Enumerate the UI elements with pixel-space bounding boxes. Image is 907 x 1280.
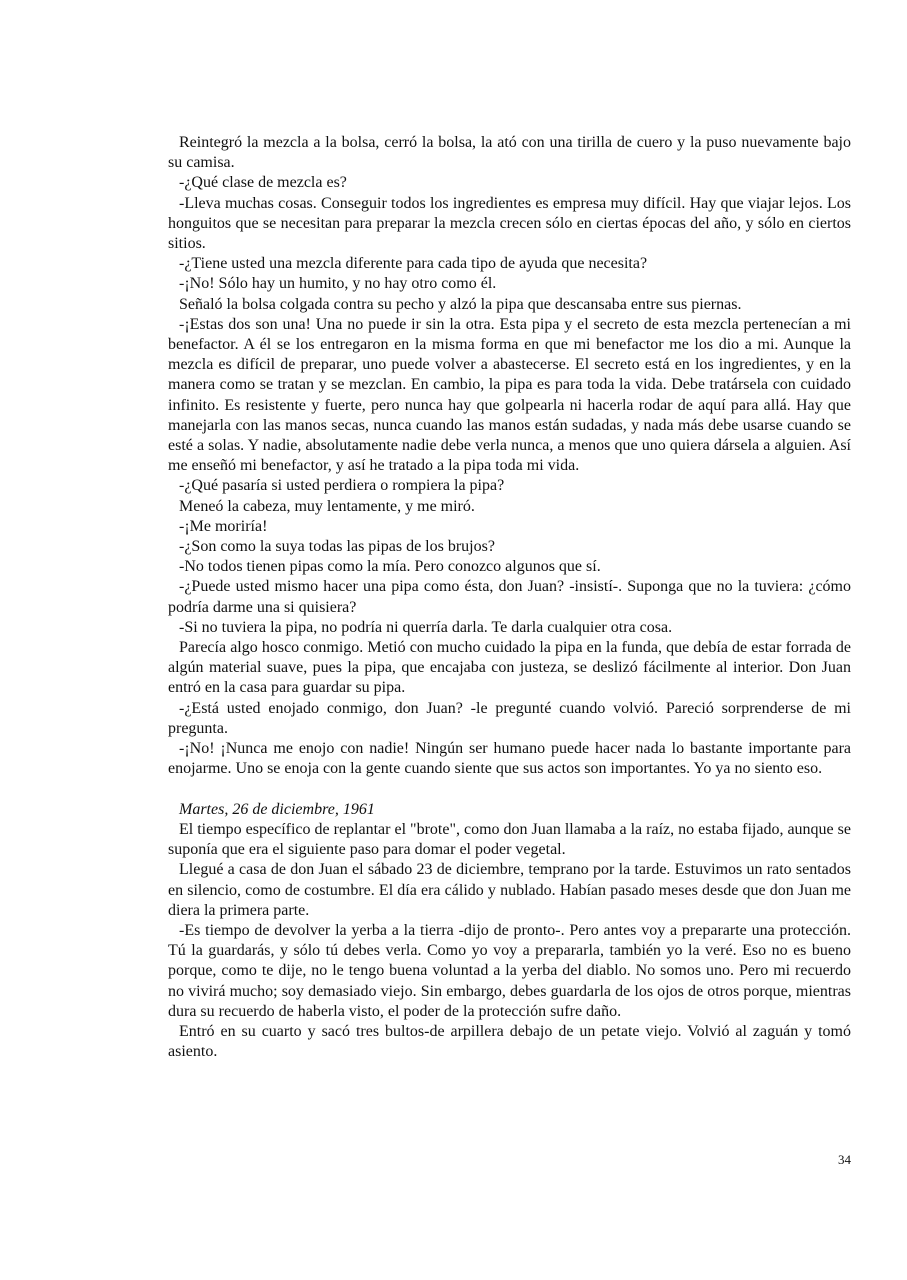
paragraph: Reintegró la mezcla a la bolsa, cerró la bolsa, la ató con una tirilla de cuero y la puso nuevamente bajo su camisa. [168, 134, 851, 172]
paragraph: -No todos tienen pipas como la mía. Pero conozco algunos que sí. [179, 558, 601, 576]
paragraph: -¿Está usted enojado conmigo, don Juan? -le pregunté cuando volvió. Pareció sorprenderse de mi pregunta. [168, 699, 851, 737]
paragraph: -Si no tuviera la pipa, no podría ni querría darla. Te darla cualquier otra cosa. [179, 618, 673, 636]
paragraph: -¿Qué clase de mezcla es? [179, 174, 347, 192]
paragraph: El tiempo específico de replantar el "brote", como don Juan llamaba a la raíz, no estaba fijado, aunque se suponía que era el siguiente paso para domar el poder vegetal. [168, 820, 851, 859]
paragraph: Entró en su cuarto y sacó tres bultos-de arpillera debajo de un petate viejo. Volvió al zaguán y tomó asiento. [168, 1022, 851, 1061]
date-heading: Martes, 26 de diciembre, 1961 [179, 800, 375, 818]
paragraph: -¡Estas dos son una! Una no puede ir sin la otra. Esta pipa y el secreto de esta mezcla pertenecían a mi benefactor. A él se los entregaron en la misma forma en que mi benefactor me los dio a mi. Aunque la mezcla es difícil de preparar, uno puede volver a abastecerse. El secreto está en los ingredientes, y en la manera como se tratan y se mezclan. En cambio, la pipa es para toda la vida. Debe tratársela con cuidado infinito. Es resistente y fuerte, pero nunca hay que golpearla ni hacerla rodar de aquí para allá. Hay que manejarla con las manos secas, nunca cuando las manos están sudadas, y nada más debe usarse cuando se esté a solas. Y nadie, absolutamente nadie debe verla nunca, a menos que uno quiera dársela a alguien. Así me enseñó mi benefactor, y así he tratado a la pipa toda mi vida. [168, 315, 851, 475]
page-number: 34 [838, 1152, 851, 1167]
paragraph: -¿Son como la suya todas las pipas de los brujos? [179, 538, 495, 556]
paragraph: -¡Me moriría! [179, 517, 268, 535]
paragraph: -¿Qué pasaría si usted perdiera o rompiera la pipa? [179, 477, 505, 495]
paragraph: -¿Puede usted mismo hacer una pipa como ésta, don Juan? -insistí-. Suponga que no la tuviera: ¿cómo podría darme una si quisiera? [168, 578, 851, 616]
paragraph: Señaló la bolsa colgada contra su pecho y alzó la pipa que descansaba entre sus piernas. [179, 295, 742, 313]
paragraph: -¿Tiene usted una mezcla diferente para cada tipo de ayuda que necesita? [179, 255, 648, 273]
paragraph: Parecía algo hosco conmigo. Metió con mucho cuidado la pipa en la funda, que debía de estar forrada de algún material suave, pues la pipa, que encajaba con justeza, se deslizó fácilmente al interior. Don Juan entró en la casa para guardar su pipa. [168, 639, 851, 697]
paragraph: -Lleva muchas cosas. Conseguir todos los ingredientes es empresa muy difícil. Hay que viajar lejos. Los honguitos que se necesitan para preparar la mezcla crecen sólo en ciertas épocas del año, y sólo en ciertos sitios. [168, 194, 851, 253]
paragraph: Llegué a casa de don Juan el sábado 23 de diciembre, temprano por la tarde. Estuvimos un rato sentados en silencio, como de costumbre. El día era cálido y nublado. Habían pasado meses desde que don Juan me diera la primera parte. [168, 861, 851, 919]
section-spacer [168, 780, 851, 800]
paragraph: -Es tiempo de devolver la yerba a la tierra -dijo de pronto-. Pero antes voy a prepararte una protección. Tú la guardarás, y sólo tú debes verla. Como yo voy a prepararla, también yo la veré. Eso no es bueno porque, como te dije, no le tengo buena voluntad a la yerba del diablo. No somos uno. Pero mi recuerdo no vivirá mucho; soy demasiado viejo. Sin embargo, debes guardarla de los ojos de otros porque, mientras dura su recuerdo de haberla visto, el poder de la protección sufre daño. [168, 921, 851, 1020]
paragraph: Meneó la cabeza, muy lentamente, y me miró. [179, 497, 475, 515]
paragraph: -¡No! ¡Nunca me enojo con nadie! Ningún ser humano puede hacer nada lo bastante importante para enojarme. Uno se enoja con la gente cuando siente que sus actos son importantes. Yo ya no siento eso. [168, 740, 851, 778]
paragraph: -¡No! Sólo hay un humito, y no hay otro como él. [179, 275, 497, 293]
page-text [168, 133, 851, 1062]
